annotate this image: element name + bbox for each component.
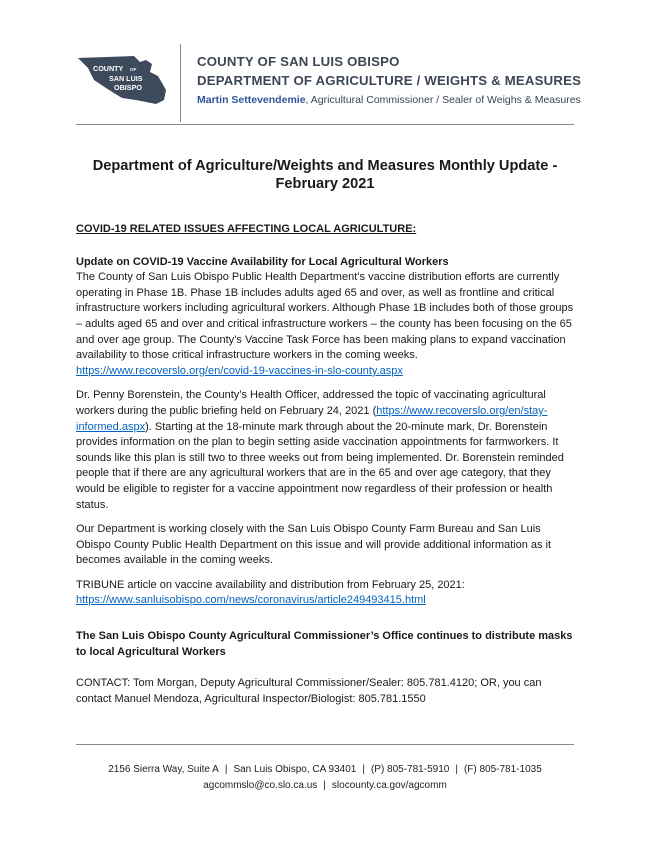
paragraph-farm-bureau: Our Department is working closely with the San Luis Obispo County Farm Bureau and San Luis Obispo County Public Health Department on this issue and will provide additional information as it becomes available in the coming weeks. (76, 523, 552, 567)
footer-line-1 (76, 762, 574, 778)
footer-separator: | (455, 764, 458, 775)
tribune-text: TRIBUNE article on vaccine availability and distribution from February 25, 2021: (76, 578, 465, 591)
document-title (76, 157, 574, 193)
paragraph-borenstein (76, 388, 576, 513)
letterhead-text (197, 52, 581, 109)
section-heading: COVID-19 RELATED ISSUES AFFECTING LOCAL AGRICULTURE: (76, 223, 417, 235)
commissioner-name: Martin Settevendemie (197, 94, 306, 106)
title-line-2: February 2021 (275, 176, 375, 192)
footer-city: San Luis Obispo, CA 93401 (233, 764, 357, 775)
footer-address: 2156 Sierra Way, Suite A (108, 764, 219, 775)
footer-separator: | (224, 764, 228, 775)
footer-email[interactable]: agcommslo@co.slo.ca.us (203, 780, 318, 791)
logo-line-obispo: OBISPO (114, 83, 142, 92)
footer-rule (76, 744, 574, 745)
borenstein-text-before: Dr. Penny Borenstein, the County’s Health Officer, addressed the topic of vaccinating agricultural workers during the public briefing held on February 24, 2021 ( (76, 389, 546, 417)
recoverslo-stay-informed-link[interactable]: https://www.recoverslo.org/en/stay-informed.aspx (76, 404, 548, 433)
vaccine-subheading: Update on COVID-19 Vaccine Availability for Local Agricultural Workers (76, 255, 449, 268)
letterhead (76, 44, 582, 124)
phase-1b-text: The County of San Luis Obispo Public Health Department’s vaccine distribution efforts are currently operating in Phase 1B. Phase 1B includes adults aged 65 and over, as well as frontline and critical infrastructure workers including agricultural workers. Although Phase 1B includes both of those groups – adults aged 65 and over and critical infrastructure workers – the county has been focusing on the 65 and over age group. The County’s Vaccine Task Force has been making plans to expand vaccination availability to those critical infrastructure workers in the coming weeks. (76, 271, 574, 362)
county-logo (76, 54, 168, 106)
document-body (76, 222, 576, 716)
county-name: COUNTY OF SAN LUIS OBISPO (197, 54, 400, 69)
footer-line-2 (76, 778, 574, 794)
contact-paragraph: CONTACT: Tom Morgan, Deputy Agricultural Commissioner/Sealer: 805.781.4120; OR, you can contact Manuel Mendoza, Agricultural Inspector/Biologist: 805.781.1550 (76, 677, 542, 705)
masks-heading: The San Luis Obispo County Agricultural Commissioner’s Office continues to distribute masks to local Agricultural Workers (76, 630, 573, 658)
logo-line-san-luis: SAN LUIS (109, 74, 143, 83)
footer-website[interactable]: slocounty.ca.gov/agcomm (331, 780, 447, 791)
logo-line-county: COUNTY (93, 64, 124, 73)
footer-fax: (F) 805-781-1035 (463, 764, 542, 775)
header-rule (76, 124, 574, 125)
paragraph-phase-1b (76, 270, 576, 379)
department-name: DEPARTMENT OF AGRICULTURE / WEIGHTS & MEASURES (197, 73, 582, 88)
footer (76, 762, 574, 794)
commissioner-title: , Agricultural Commissioner / Sealer of Weighs & Measures (305, 94, 581, 106)
logo-of: OF (130, 67, 137, 72)
title-line-1: Department of Agriculture/Weights and Measures Monthly Update - (92, 158, 558, 174)
letterhead-divider (180, 44, 181, 122)
footer-separator: | (362, 764, 365, 775)
paragraph-tribune (76, 578, 576, 609)
commissioner-line (197, 91, 581, 109)
footer-separator: | (323, 780, 326, 791)
footer-phone: (P) 805-781-5910 (370, 764, 450, 775)
tribune-article-link[interactable]: https://www.sanluisobispo.com/news/coronavirus/article249493415.html (76, 594, 426, 607)
recoverslo-vaccines-link[interactable]: https://www.recoverslo.org/en/covid-19-vaccines-in-slo-county.aspx (76, 364, 403, 377)
borenstein-text-after: ). Starting at the 18-minute mark through about the 20-minute mark, Dr. Borenstein provides information on the plan to begin setting aside vaccination appointments for farmworkers. It sounds like this plan is still two to three weeks out from being implemented. Dr. Borenstein reminded people that if there are any agricultural workers that are in the 65 and over age category, that they would be eligible to register for a vaccine appointment now regardless of their profession or health status. (76, 420, 564, 511)
